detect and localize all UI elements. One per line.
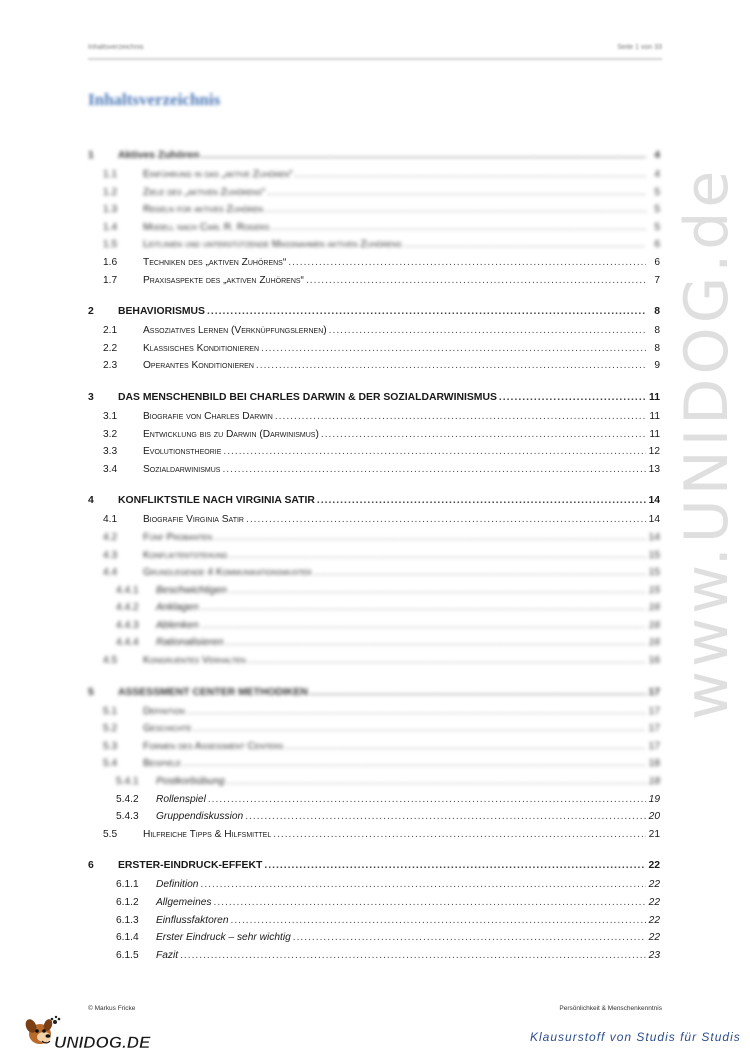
toc-title: Definition xyxy=(143,705,185,717)
toc-entry[interactable] xyxy=(88,947,660,965)
toc-number: 5.3 xyxy=(103,740,118,752)
toc-title: Konfliktentstehung xyxy=(143,549,228,561)
header-left: Inhaltsverzeichnis xyxy=(88,44,144,51)
toc-leader-dots xyxy=(321,426,646,444)
toc-leader-dots xyxy=(207,302,646,322)
toc-title: Anklagen xyxy=(156,602,199,614)
toc-title: Geschichte xyxy=(143,723,192,735)
toc-entry[interactable] xyxy=(88,201,660,219)
toc-page-number: 14 xyxy=(648,531,660,543)
toc-title: Beispiele xyxy=(143,758,181,770)
toc-entry[interactable] xyxy=(88,340,660,358)
toc-page-number: 18 xyxy=(648,776,660,788)
toc-leader-dots xyxy=(225,634,646,652)
toc-number: 5.1 xyxy=(103,705,118,717)
toc-title: Sozialdarwinismus xyxy=(143,463,221,475)
toc-entry[interactable] xyxy=(88,738,660,756)
toc-entry[interactable] xyxy=(88,634,660,652)
toc-title: Rollenspiel xyxy=(156,793,206,805)
toc-entry[interactable] xyxy=(88,443,660,461)
toc-page-number: 9 xyxy=(654,360,660,372)
toc-leader-dots xyxy=(271,219,646,237)
toc-page-number: 16 xyxy=(648,602,660,614)
toc-entry[interactable] xyxy=(88,564,660,582)
toc-entry[interactable] xyxy=(88,408,660,426)
toc-page-number: 4 xyxy=(654,150,660,161)
toc-page-number: 22 xyxy=(648,897,660,908)
toc-page-number: 8 xyxy=(654,306,660,318)
toc-title: Biografie Virginia Satir xyxy=(143,514,244,526)
toc-number: 1.5 xyxy=(103,239,118,251)
toc-title: Einführung in das „aktive Zuhören“ xyxy=(143,169,293,180)
toc-entry[interactable] xyxy=(88,912,660,930)
toc-entry[interactable] xyxy=(88,357,660,375)
toc-title: ERSTER-EINDRUCK-EFFEKT xyxy=(118,860,263,872)
toc-title: Hilfreiche Tipps & Hilfsmittel xyxy=(143,828,272,840)
toc-title: Ablenken xyxy=(156,619,199,631)
toc-leader-dots xyxy=(200,599,646,617)
toc-leader-dots xyxy=(229,582,646,600)
toc-page-number: 13 xyxy=(648,463,660,475)
toc-entry[interactable] xyxy=(88,461,660,479)
toc-leader-dots xyxy=(273,826,646,844)
toc-leader-dots xyxy=(314,564,646,582)
footer-left: © Markus Fricke xyxy=(88,1005,136,1012)
toc-number: 4.3 xyxy=(103,549,118,561)
toc-leader-dots xyxy=(264,856,646,876)
toc-entry[interactable] xyxy=(88,272,660,290)
toc-number: 1.1 xyxy=(103,169,118,180)
toc-page-number: 16 xyxy=(648,655,660,667)
toc-number: 2 xyxy=(88,306,94,318)
toc-title: Leitlinien und unterstützende Maßnahmen aktiven Zuhörens xyxy=(143,239,402,251)
slogan: Klausurstoff von Studis für Studis xyxy=(530,1030,741,1044)
toc-leader-dots xyxy=(288,254,646,272)
toc-chapter[interactable] xyxy=(88,491,660,511)
toc-page-number: 22 xyxy=(648,932,660,944)
toc-leader-dots xyxy=(214,894,647,912)
toc-chapter[interactable] xyxy=(88,146,660,166)
toc-leader-dots xyxy=(193,720,646,738)
toc-leader-dots xyxy=(499,388,646,408)
toc-page-number: 18 xyxy=(648,758,660,770)
toc-page-number: 11 xyxy=(649,428,660,440)
toc-entry[interactable] xyxy=(88,791,660,809)
toc-entry[interactable] xyxy=(88,755,660,773)
toc-title: Evolutionstheorie xyxy=(143,446,222,458)
watermark: www.UNIDOG.de xyxy=(672,166,742,720)
toc-leader-dots xyxy=(180,947,646,965)
toc-page-number: 14 xyxy=(648,514,660,526)
toc-entry[interactable] xyxy=(88,254,660,272)
toc-entry[interactable] xyxy=(88,599,660,617)
toc-entry[interactable] xyxy=(88,582,660,600)
toc-number: 5.4.1 xyxy=(116,776,139,788)
toc-leader-dots xyxy=(200,617,646,635)
toc-page-number: 11 xyxy=(649,391,660,403)
toc-leader-dots xyxy=(201,146,646,166)
toc-page-number: 22 xyxy=(648,860,660,872)
toc-page-number: 22 xyxy=(648,914,660,926)
toc-entry[interactable] xyxy=(88,322,660,340)
toc-title: Kongruentes Verhalten xyxy=(143,655,246,667)
toc-entry[interactable] xyxy=(88,547,660,565)
toc-entry[interactable] xyxy=(88,184,660,202)
toc-number: 3.4 xyxy=(103,463,118,475)
toc-leader-dots xyxy=(275,408,646,426)
toc-leader-dots xyxy=(222,461,646,479)
toc-leader-dots xyxy=(248,652,646,670)
toc-number: 2.3 xyxy=(103,360,118,372)
toc-entry[interactable] xyxy=(88,826,660,844)
toc-leader-dots xyxy=(183,755,646,773)
toc-leader-dots xyxy=(187,703,646,721)
logo-text: UNIDOG.DE xyxy=(54,1033,151,1052)
toc-page-number: 12 xyxy=(648,446,660,458)
toc-number: 1.7 xyxy=(103,274,118,286)
toc-number: 6.1.2 xyxy=(116,897,139,908)
toc-title: Fünf Probanten xyxy=(143,531,213,543)
toc-leader-dots xyxy=(245,808,646,826)
toc-leader-dots xyxy=(267,184,646,202)
toc-number: 1.3 xyxy=(103,204,118,216)
toc-page-number: 17 xyxy=(648,705,660,717)
toc-page-number: 14 xyxy=(648,495,660,507)
toc-entry[interactable] xyxy=(88,894,660,912)
toc-page-number: 8 xyxy=(654,325,660,337)
toc-page-number: 15 xyxy=(648,567,660,579)
toc-title: Techniken des „aktiven Zuhörens“ xyxy=(143,256,287,268)
toc-number: 5.2 xyxy=(103,723,118,735)
toc-entry[interactable] xyxy=(88,529,660,547)
toc-page-number: 17 xyxy=(648,686,660,698)
toc-number: 5.4 xyxy=(103,758,118,770)
footer-right: Persönlichkeit & Menschenkenntnis xyxy=(559,1005,662,1012)
toc-page-number: 11 xyxy=(649,410,660,422)
dog-logo-icon xyxy=(22,1012,162,1054)
toc-leader-dots xyxy=(246,511,646,529)
toc-number: 3.1 xyxy=(103,410,118,422)
toc-entry[interactable] xyxy=(88,652,660,670)
toc-leader-dots xyxy=(261,340,646,358)
toc-number: 2.1 xyxy=(103,325,118,337)
toc-title: Aktives Zuhören xyxy=(118,150,200,161)
toc-number: 6.1.1 xyxy=(116,879,139,891)
toc-leader-dots xyxy=(293,929,646,947)
toc-title: Einflussfaktoren xyxy=(156,914,229,926)
toc-number: 2.2 xyxy=(103,342,118,354)
toc-leader-dots xyxy=(310,683,646,703)
table-of-contents xyxy=(88,146,660,964)
toc-chapter[interactable] xyxy=(88,302,660,322)
toc-title: Postkorbübung xyxy=(156,776,225,788)
header-right: Seite 1 von 33 xyxy=(617,44,662,51)
toc-leader-dots xyxy=(230,547,646,565)
toc-page-number: 23 xyxy=(648,949,660,961)
toc-title: BEHAVIORISMUS xyxy=(118,306,205,318)
toc-title: Formen des Assessment Centers xyxy=(143,740,284,752)
toc-number: 1 xyxy=(88,150,94,161)
toc-page-number: 15 xyxy=(648,584,660,596)
toc-title: Regeln für aktives Zuhören xyxy=(143,204,264,216)
toc-title: Rationalisieren xyxy=(156,637,224,649)
toc-entry[interactable] xyxy=(88,720,660,738)
toc-title: Assoziatives Lernen (Verknüpfungslernen) xyxy=(143,325,327,337)
toc-chapter[interactable] xyxy=(88,856,660,876)
toc-number: 4.4.4 xyxy=(116,637,139,649)
toc-number: 4 xyxy=(88,495,94,507)
toc-leader-dots xyxy=(295,166,646,184)
toc-title: Erster Eindruck – sehr wichtig xyxy=(156,932,291,944)
toc-number: 3.3 xyxy=(103,446,118,458)
toc-number: 1.2 xyxy=(103,186,118,198)
toc-page-number: 19 xyxy=(648,793,660,805)
page-header xyxy=(88,42,662,60)
toc-page-number: 5 xyxy=(654,221,660,233)
toc-chapter[interactable] xyxy=(88,683,660,703)
toc-entry[interactable] xyxy=(88,808,660,826)
toc-page-number: 16 xyxy=(648,619,660,631)
toc-title: DAS MENSCHENBILD BEI CHARLES DARWIN & DER SOZIALDARWINISMUS xyxy=(118,391,497,403)
toc-page-number: 8 xyxy=(654,342,660,354)
toc-page-number: 22 xyxy=(648,879,660,891)
toc-page-number: 20 xyxy=(648,811,660,823)
toc-entry[interactable] xyxy=(88,236,660,254)
toc-chapter[interactable] xyxy=(88,388,660,408)
toc-page-number: 16 xyxy=(648,637,660,649)
toc-title: Modell nach Carl R. Rogers xyxy=(143,221,270,233)
toc-number: 5.4.2 xyxy=(116,793,139,805)
toc-number: 3 xyxy=(88,391,94,403)
toc-title: KONFLIKTSTILE NACH VIRGINIA SATIR xyxy=(118,495,315,507)
toc-number: 4.4 xyxy=(103,567,118,579)
toc-leader-dots xyxy=(256,357,646,375)
toc-number: 6 xyxy=(88,860,94,872)
toc-number: 1.4 xyxy=(103,221,118,233)
document-title: Inhaltsverzeichnis xyxy=(88,90,221,109)
toc-leader-dots xyxy=(227,773,646,791)
toc-leader-dots xyxy=(317,491,646,511)
toc-leader-dots xyxy=(214,529,646,547)
toc-leader-dots xyxy=(404,236,646,254)
toc-entry[interactable] xyxy=(88,773,660,791)
toc-leader-dots xyxy=(208,791,646,809)
toc-page-number: 5 xyxy=(654,204,660,216)
toc-number: 5.5 xyxy=(103,828,118,840)
toc-entry[interactable] xyxy=(88,929,660,947)
toc-leader-dots xyxy=(329,322,646,340)
toc-page-number: 4 xyxy=(654,169,660,180)
toc-number: 6.1.4 xyxy=(116,932,139,944)
toc-page-number: 15 xyxy=(648,549,660,561)
toc-number: 4.4.2 xyxy=(116,602,139,614)
unidog-logo xyxy=(22,1012,162,1054)
toc-entry[interactable] xyxy=(88,617,660,635)
toc-number: 4.5 xyxy=(103,655,118,667)
toc-entry[interactable] xyxy=(88,426,660,444)
toc-page-number: 21 xyxy=(648,828,660,840)
toc-title: Grundlegende 4 Kommunikationsmuster xyxy=(143,567,312,579)
toc-leader-dots xyxy=(223,443,646,461)
toc-title: Definition xyxy=(156,879,199,891)
toc-number: 5 xyxy=(88,686,94,698)
toc-leader-dots xyxy=(285,738,646,756)
toc-page-number: 6 xyxy=(654,256,660,268)
toc-title: Allgemeines xyxy=(156,897,212,908)
toc-entry[interactable] xyxy=(88,166,660,184)
toc-page-number: 7 xyxy=(654,274,660,286)
toc-title: Ziele des „aktiven Zuhörens“ xyxy=(143,186,266,198)
toc-title: Praxisaspekte des „aktiven Zuhörens“ xyxy=(143,274,304,286)
toc-number: 4.2 xyxy=(103,531,118,543)
toc-page-number: 6 xyxy=(654,239,660,251)
toc-entry[interactable] xyxy=(88,703,660,721)
toc-leader-dots xyxy=(200,876,646,894)
toc-number: 6.1.5 xyxy=(116,949,139,961)
toc-title: Biografie von Charles Darwin xyxy=(143,410,273,422)
toc-number: 4.4.3 xyxy=(116,619,139,631)
toc-number: 5.4.3 xyxy=(116,811,139,823)
toc-leader-dots xyxy=(265,201,646,219)
toc-leader-dots xyxy=(230,912,646,930)
toc-title: Gruppendiskussion xyxy=(156,811,244,823)
toc-page-number: 17 xyxy=(648,723,660,735)
toc-number: 4.4.1 xyxy=(116,584,139,596)
toc-title: Entwicklung bis zu Darwin (Darwinismus) xyxy=(143,428,319,440)
toc-number: 4.1 xyxy=(103,514,118,526)
toc-entry[interactable] xyxy=(88,511,660,529)
toc-title: Beschwichtigen xyxy=(156,584,227,596)
toc-page-number: 5 xyxy=(654,186,660,198)
toc-title: Operantes Konditionieren xyxy=(143,360,254,372)
toc-entry[interactable] xyxy=(88,219,660,237)
toc-title: Klassisches Konditionieren xyxy=(143,342,259,354)
toc-leader-dots xyxy=(306,272,646,290)
toc-title: ASSESSMENT CENTER METHODIKEN xyxy=(118,686,308,698)
toc-number: 3.2 xyxy=(103,428,118,440)
toc-number: 6.1.3 xyxy=(116,914,139,926)
toc-number: 1.6 xyxy=(103,256,118,268)
toc-title: Fazit xyxy=(156,949,179,961)
toc-entry[interactable] xyxy=(88,876,660,894)
toc-page-number: 17 xyxy=(648,740,660,752)
